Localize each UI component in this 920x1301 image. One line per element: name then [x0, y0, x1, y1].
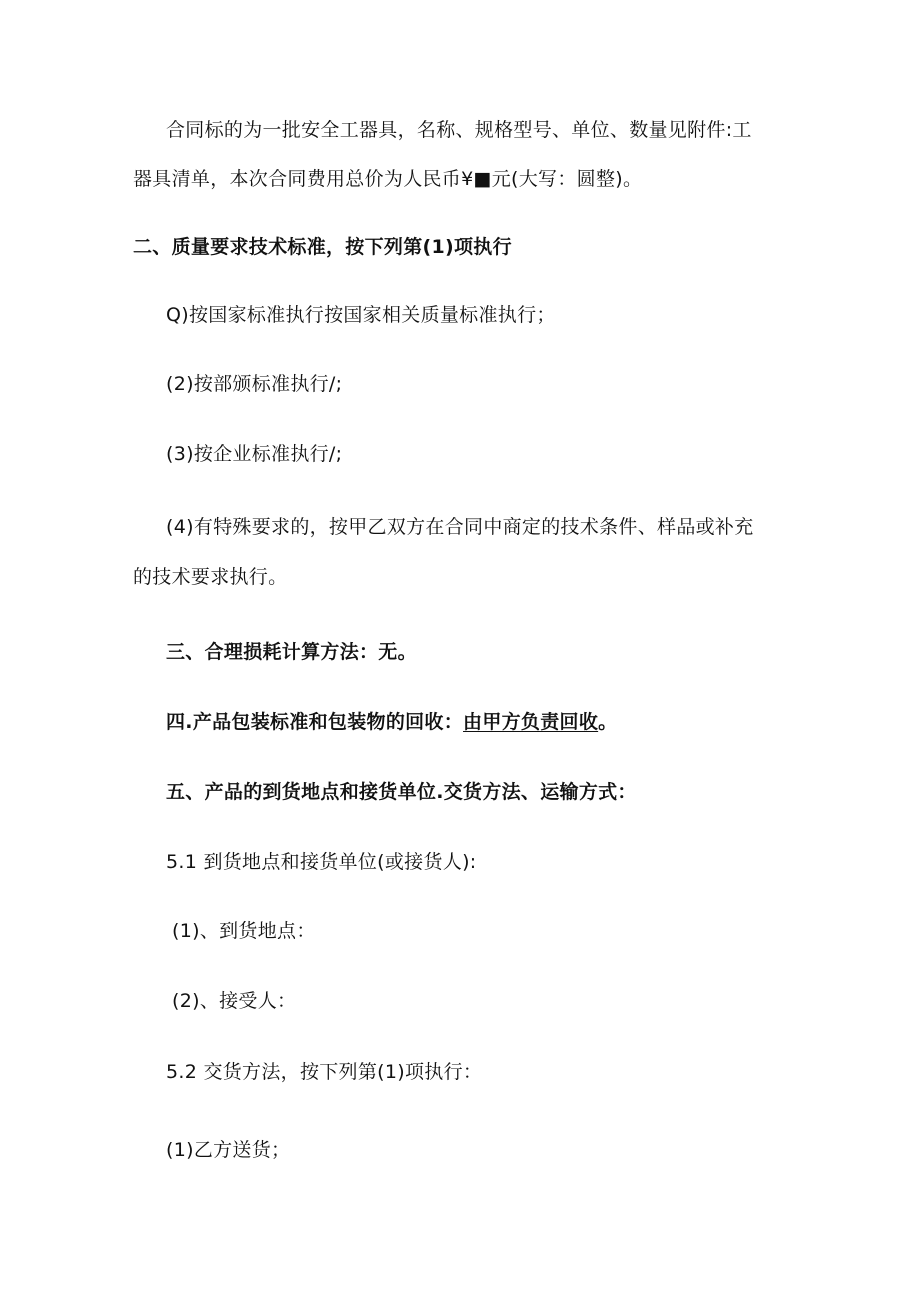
- section-2-item-3: (3)按企业标准执行/;: [166, 443, 343, 465]
- section-4-heading-suffix: 。: [598, 711, 618, 733]
- section-2-heading: 二、质量要求技术标准，按下列第(1)项执行: [133, 236, 512, 258]
- section-4-heading-prefix: 四.产品包装标准和包装物的回收：: [166, 711, 464, 733]
- section-3-heading: 三、合理损耗计算方法：无。: [166, 641, 417, 663]
- section-4-heading: [166, 710, 617, 734]
- section-2-item-2: (2)按部颁标准执行/;: [166, 373, 343, 395]
- section-5-2: 5.2 交货方法，按下列第(1)项执行：: [166, 1061, 483, 1083]
- section-2-item-4-line-2: 的技术要求执行。: [133, 566, 288, 588]
- section-4-heading-underlined: 由甲方负责回收: [463, 711, 599, 733]
- contract-subject-line-1: 合同标的为一批安全工器具，名称、规格型号、单位、数量见附件:工: [166, 119, 752, 141]
- contract-subject-line-2: 器具清单，本次合同费用总价为人民币¥■元(大写：圆整)。: [133, 168, 643, 190]
- section-5-2-item-1: (1)乙方送货；: [166, 1139, 291, 1161]
- section-5-1: 5.1 到货地点和接货单位(或接货人):: [166, 851, 477, 873]
- section-5-1-item-1: (1)、到货地点：: [172, 920, 316, 942]
- section-5-heading: 五、产品的到货地点和接货单位.交货方法、运输方式：: [166, 781, 637, 803]
- section-2-item-1: Q)按国家标准执行按国家相关质量标准执行；: [166, 304, 556, 326]
- section-2-item-4-line-1: (4)有特殊要求的，按甲乙双方在合同中商定的技术条件、样品或补充: [166, 516, 754, 538]
- section-5-1-item-2: (2)、接受人：: [172, 990, 297, 1012]
